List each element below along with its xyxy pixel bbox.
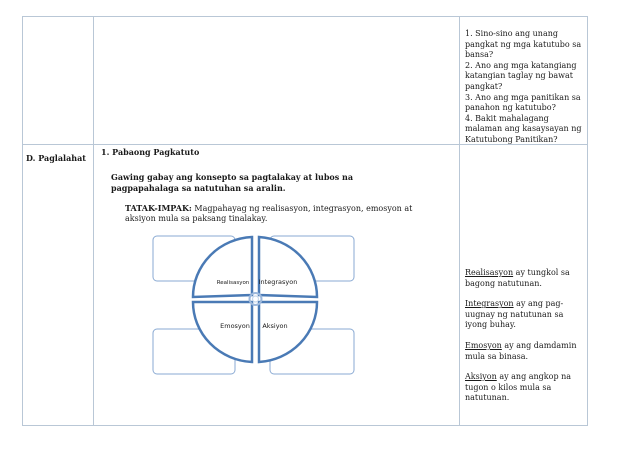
cycle-arrows-icon	[250, 293, 262, 305]
question-1: 1. Sino-sino ang unang pangkat ng mga katutubo sa bansa?	[465, 29, 582, 60]
question-3: 3. Ano ang mga panitikan sa panahon ng katutubo?	[465, 92, 581, 113]
definition-term: Realisasyon	[465, 268, 514, 277]
quadrant-label-emosyon: Emosyon	[220, 322, 250, 330]
definition-text: ay tungkol sa bagong natutunan.	[465, 268, 570, 288]
definition-realisasyon	[465, 268, 585, 289]
quadrant-emosyon	[193, 302, 252, 362]
definition-emosyon	[465, 341, 585, 362]
quadrant-label-aksiyon: Aksiyon	[262, 322, 288, 330]
quadrant-aksiyon	[259, 302, 317, 362]
instruction-line-2: pagpapahalaga sa natutuhan sa aralin.	[111, 183, 286, 193]
question-4: 4. Bakit mahalagang malaman ang kasaysayan ng Katutubong Panitikan?	[465, 113, 582, 144]
definition-integrasyon	[465, 299, 585, 331]
quadrant-integrasyon	[259, 237, 317, 297]
definition-text: ay ang damdamin mula sa binasa.	[465, 340, 577, 361]
definition-term: Emosyon	[465, 340, 502, 350]
quadrant-realisasyon	[193, 237, 252, 297]
section-label: D. Paglalahat	[26, 153, 86, 163]
definition-term: Aksiyon	[465, 372, 497, 382]
quadrant-label-integrasyon: Integrasyon	[258, 278, 298, 286]
cycle-arrows-inner-icon	[253, 296, 259, 302]
definition-text: ay ang pag-uugnay ng natutunan sa iyong buhay.	[465, 299, 564, 330]
definition-aksiyon	[465, 372, 585, 404]
definition-term: Integrasyon	[465, 299, 514, 309]
tatak-label: TATAK-IMPAK:	[125, 203, 192, 213]
definitions-list	[465, 268, 585, 414]
lesson-table	[22, 16, 588, 426]
tatak-line-2: aksiyon mula sa paksang tinalakay.	[125, 214, 268, 223]
question-2: 2. Ano ang mga katangiang katangian taglay ng bawat pangkat?	[465, 60, 577, 91]
tatak-text-1: Magpahayag ng realisasyon, integrasyon, emosyon at	[191, 204, 413, 213]
instruction-line-1: Gawing gabay ang konsepto sa pagtalakay at lubos na	[111, 172, 354, 182]
definition-text: ay ang angkop na tugon o kilos mula sa natutunan.	[465, 372, 572, 403]
activity-title: 1. Pabaong Pagkatuto	[101, 147, 200, 157]
quadrant-label-realisasyon: Realisasyon	[216, 280, 250, 286]
